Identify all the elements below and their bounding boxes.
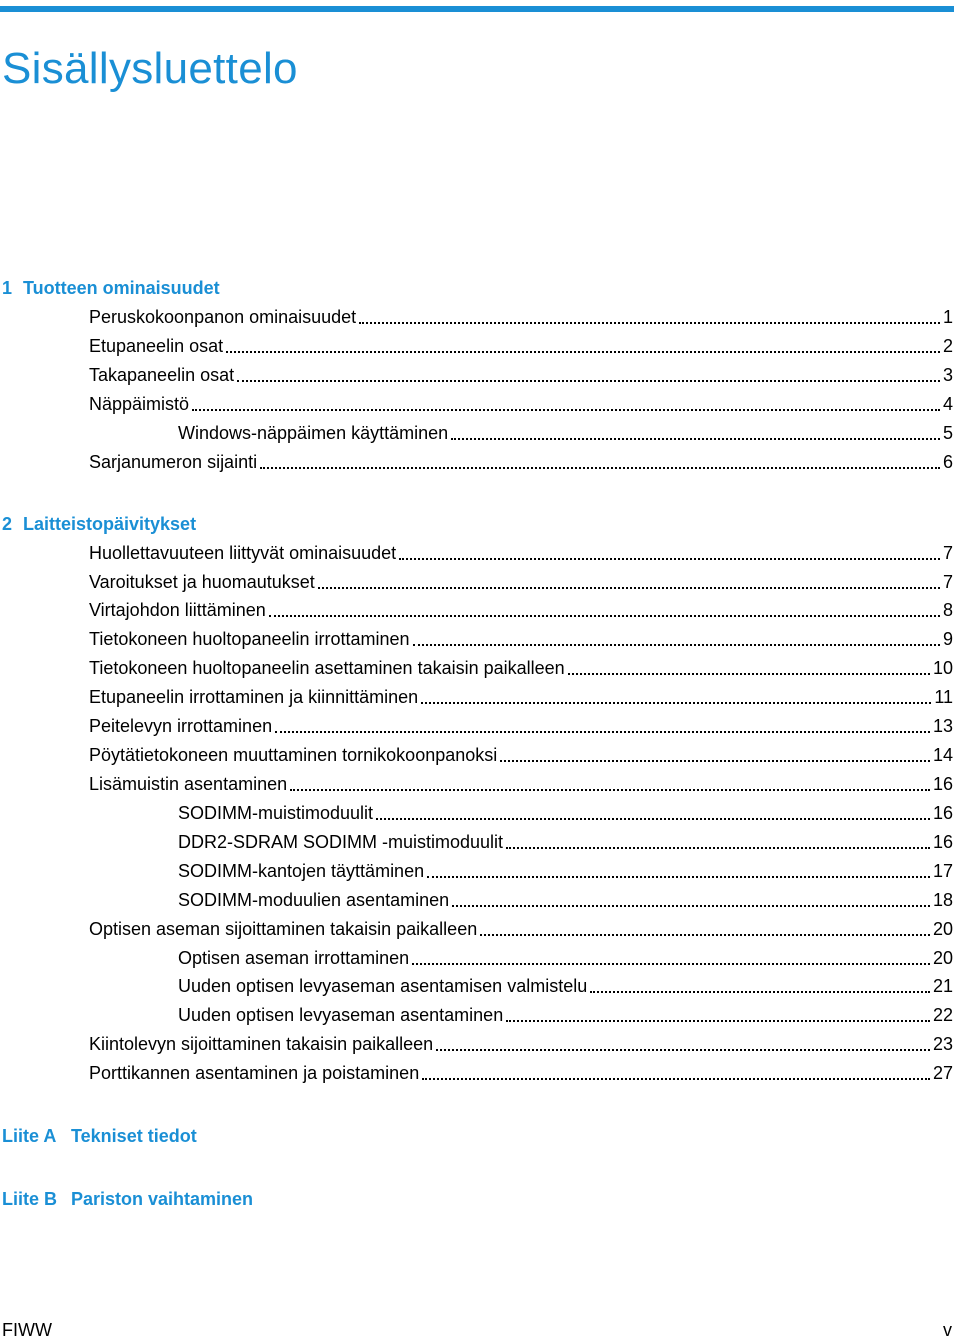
leader-dots [237,380,940,382]
toc-entry-page: 2 [942,336,953,356]
toc-entry-label: Uuden optisen levyaseman asentamisen valmistelu [178,976,588,996]
toc-entry[interactable] [89,1032,953,1056]
toc-entry-label: Uuden optisen levyaseman asentaminen [178,1005,504,1025]
toc-entry-page: 14 [932,745,953,765]
toc-entry[interactable] [178,421,953,445]
leader-dots [269,615,940,617]
leader-dots [506,1020,930,1022]
toc-entry[interactable] [89,656,953,680]
leader-dots [260,467,940,469]
toc-entry[interactable] [89,570,953,594]
leader-dots [192,409,940,411]
appendix-number: Liite A [2,1126,57,1146]
page-title: Sisällysluettelo [2,44,298,94]
leader-dots [376,818,930,820]
toc-entry-page: 4 [942,394,953,414]
toc-entry-page: 22 [932,1005,953,1025]
toc-entry-label: SODIMM-muistimoduulit [178,803,374,823]
leader-dots [436,1049,930,1051]
appendix-b-heading[interactable] [2,1187,253,1211]
toc-entry-page: 6 [942,452,953,472]
toc-entry-page: 16 [932,774,953,794]
toc-entry[interactable] [89,1061,953,1085]
toc-entry-page: 7 [942,572,953,592]
toc-entry[interactable] [89,363,953,387]
leader-dots [359,322,940,324]
toc-entry[interactable] [89,714,953,738]
toc-entry-label: Kiintolevyn sijoittaminen takaisin paikalleen [89,1034,434,1054]
toc-entry-page: 13 [932,716,953,736]
toc-entry[interactable] [178,859,953,883]
toc-entry-page: 1 [942,307,953,327]
toc-entry-page: 20 [932,948,953,968]
toc-entry[interactable] [89,541,953,565]
leader-dots [451,438,940,440]
leader-dots [427,876,930,878]
leader-dots [480,934,930,936]
leader-dots [506,847,930,849]
leader-dots [399,558,940,560]
toc-entry[interactable] [178,974,953,998]
toc-entry[interactable] [89,772,953,796]
toc-entry-label: SODIMM-kantojen täyttäminen [178,861,425,881]
toc-entry[interactable] [89,334,953,358]
leader-dots [412,963,930,965]
toc-entry[interactable] [178,888,953,912]
leader-dots [318,587,940,589]
toc-entry-label: Optisen aseman irrottaminen [178,948,410,968]
toc-entry[interactable] [178,946,953,970]
toc-entry-label: Etupaneelin irrottaminen ja kiinnittäminen [89,687,419,707]
toc-entry-page: 9 [942,629,953,649]
chapter-2-heading[interactable] [2,512,196,536]
footer-page-number: v [943,1320,952,1340]
toc-entry-page: 21 [932,976,953,996]
toc-entry[interactable] [89,450,953,474]
toc-entry-page: 5 [942,423,953,443]
toc-entry[interactable] [89,917,953,941]
toc-entry[interactable] [89,392,953,416]
toc-entry[interactable] [178,830,953,854]
toc-entry-label: Windows-näppäimen käyttäminen [178,423,449,443]
footer-doc-code: FIWW [2,1320,52,1340]
toc-entry-page: 16 [932,803,953,823]
leader-dots [275,731,930,733]
toc-entry[interactable] [178,801,953,825]
toc-entry-label: Etupaneelin osat [89,336,224,356]
appendix-title: Pariston vaihtaminen [71,1189,254,1209]
toc-entry-label: DDR2-SDRAM SODIMM -muistimoduulit [178,832,504,852]
toc-entry[interactable] [89,743,953,767]
chapter-number: 1 [2,278,13,298]
toc-entry[interactable] [89,598,953,622]
chapter-1-heading[interactable] [2,276,220,300]
toc-entry[interactable] [89,627,953,651]
toc-entry-label: Sarjanumeron sijainti [89,452,258,472]
leader-dots [421,702,931,704]
toc-entry-page: 23 [932,1034,953,1054]
appendix-title: Tekniset tiedot [71,1126,197,1146]
top-rule [0,6,954,12]
toc-entry-page: 17 [932,861,953,881]
toc-entry-label: Peruskokoonpanon ominaisuudet [89,307,357,327]
toc-entry-label: Virtajohdon liittäminen [89,600,266,620]
appendix-number: Liite B [2,1189,58,1209]
toc-entry-label: Porttikannen asentaminen ja poistaminen [89,1063,420,1083]
toc-entry-page: 11 [934,687,953,707]
appendix-a-heading[interactable] [2,1124,197,1148]
leader-dots [568,673,930,675]
toc-entry-label: Peitelevyn irrottaminen [89,716,273,736]
toc-entry-page: 27 [932,1063,953,1083]
toc-entry-label: SODIMM-moduulien asentaminen [178,890,450,910]
toc-entry-label: Tietokoneen huoltopaneelin asettaminen takaisin paikalleen [89,658,565,678]
toc-entry-label: Näppäimistö [89,394,190,414]
toc-entry-page: 18 [932,890,953,910]
toc-entry-page: 20 [932,919,953,939]
toc-entry-page: 8 [942,600,953,620]
chapter-title: Laitteistopäivitykset [23,514,197,534]
leader-dots [290,789,930,791]
toc-entry-page: 7 [942,543,953,563]
toc-entry-label: Takapaneelin osat [89,365,235,385]
toc-entry-page: 3 [942,365,953,385]
leader-dots [413,644,940,646]
leader-dots [226,351,940,353]
toc-entry-label: Lisämuistin asentaminen [89,774,288,794]
toc-entry-label: Varoitukset ja huomautukset [89,572,315,592]
leader-dots [452,905,930,907]
toc-entry-label: Pöytätietokoneen muuttaminen tornikokoonpanoksi [89,745,498,765]
toc-entry-label: Huollettavuuteen liittyvät ominaisuudet [89,543,397,563]
toc-entry-page: 10 [932,658,953,678]
toc-entry-page: 16 [932,832,953,852]
leader-dots [500,760,930,762]
leader-dots [422,1078,930,1080]
chapter-number: 2 [2,514,13,534]
chapter-title: Tuotteen ominaisuudet [23,278,220,298]
toc-entry-label: Tietokoneen huoltopaneelin irrottaminen [89,629,410,649]
leader-dots [590,991,930,993]
toc-entry[interactable] [178,1003,953,1027]
toc-entry-label: Optisen aseman sijoittaminen takaisin paikalleen [89,919,478,939]
toc-entry[interactable] [89,305,953,329]
toc-entry[interactable] [89,685,953,709]
